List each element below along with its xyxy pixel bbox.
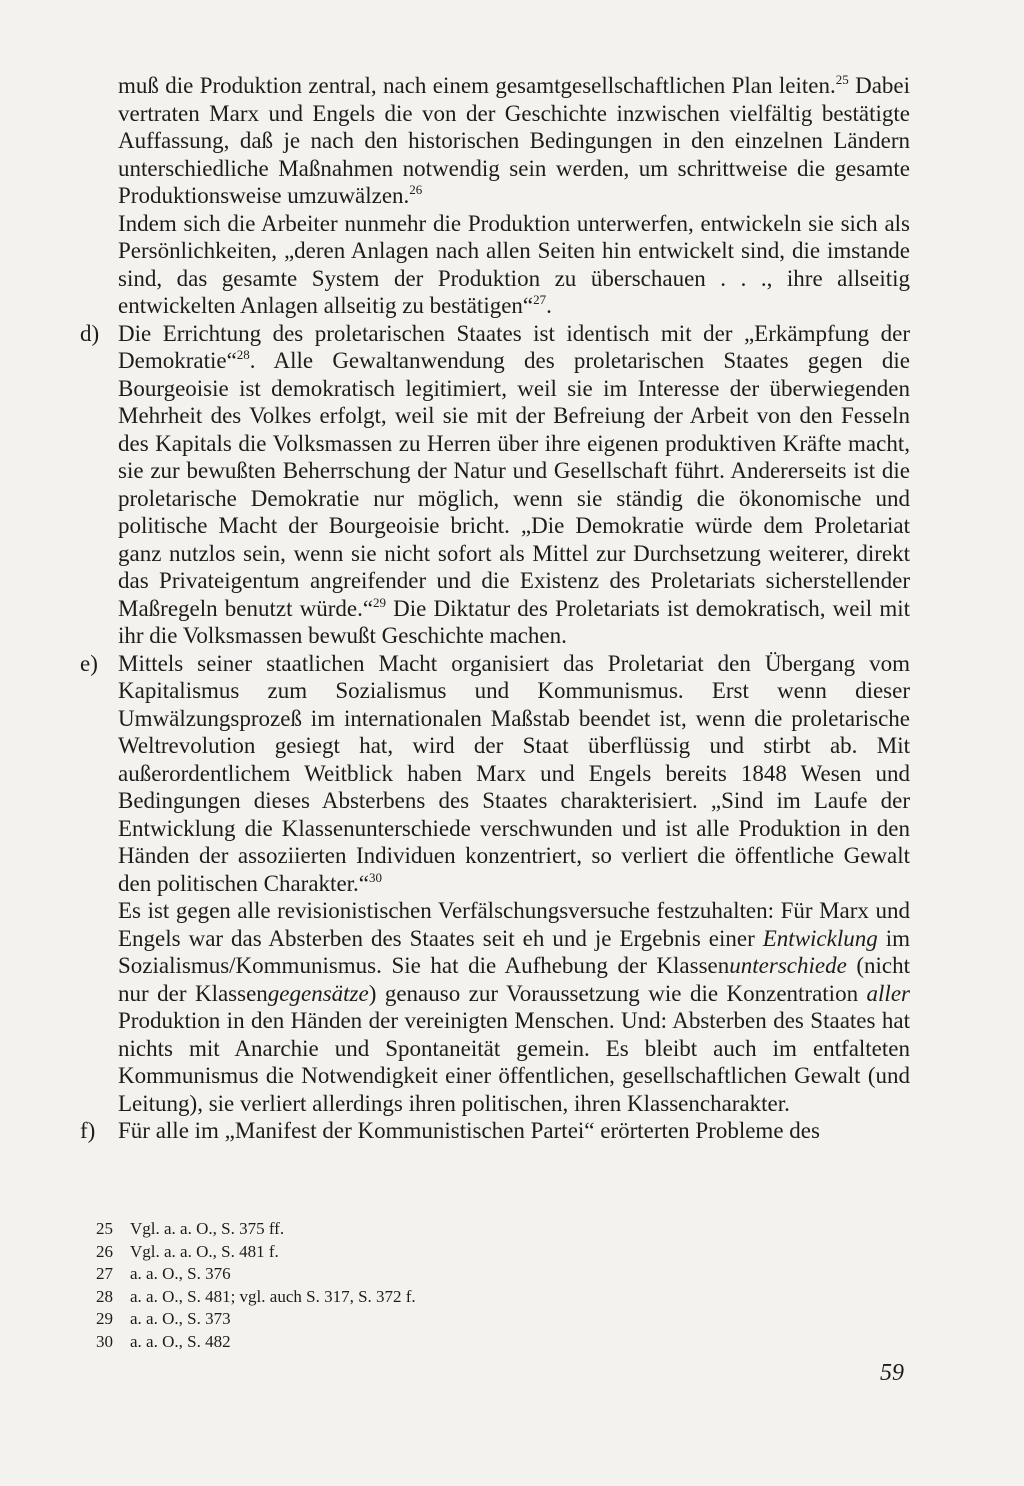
- footnote-25: 25 Vgl. a. a. O., S. 375 ff.: [96, 1219, 285, 1238]
- intro-block: [80, 72, 910, 320]
- footnote-ref-30: 30: [369, 869, 383, 885]
- footnote-ref-26: 26: [409, 182, 423, 197]
- paragraph-intro-1: muß die Produktion zentral, nach einem gesamtgesellschaftlichen Plan leiten.$^{25}$ Dabei vertraten Marx und Engels die von der Geschichte inzwischen vielfältig bestätigte Auffassung, daß je nach den historischen Bedingungen in den einzelnen Ländern unterschiedliche Maßnahmen notwendig sein werden, um schrittweise die gesamte Produktionsweise umzuwälzen.$^{26}$: [118, 72, 911, 208]
- footnote-28: 28 a. a. O., S. 481; vgl. auch S. 317, S. 372 f.: [96, 1286, 416, 1306]
- paragraph-d: Die Errichtung des proletarischen Staates ist identisch mit der „Erkämpfung der Demokratie“$^{28}$. Alle Gewaltanwendung des proletarischen Staates gegen die Bourgeoisie ist demokratisch legitimiert, weil sie im Interesse der überwiegenden Mehrheit des Volkes erfolgt, weil sie mit der Befreiung der Arbeit von den Fesseln des Kapitals die Volksmassen zu Herren über ihre eigenen produktiven Kräfte macht, sie zur bewußten Beherrschung der Natur und Gesellschaft führt. Andererseits ist die proletarische Demokratie nur möglich, wenn sie ständig die ökonomische und politische Macht der Bourgeoisie bricht. „Die Demokratie würde dem Proletariat ganz nutzlos sein, wenn sie nicht sofort als Mittel zur Durchsetzung weiterer, direkt das Privateigentum angreifender und die Existenz des Proletariats sicherstellender Maßregeln benutzt würde.“$^{29}$ Die Diktatur des Proletariats ist demokratisch, weil mit ihr die Volksmassen bewußt Geschichte machen.: [118, 320, 910, 648]
- item-label-d: d): [80, 320, 100, 346]
- footnote-ref-28: 28: [236, 347, 250, 362]
- item-label-e: e): [80, 650, 98, 676]
- list-item-f: [80, 1117, 910, 1145]
- list-item-e: [80, 650, 910, 1118]
- footnote-ref-25: 25: [835, 72, 849, 87]
- body-text: [80, 72, 910, 1145]
- footnote-29: 29 a. a. O., S. 373: [96, 1309, 231, 1328]
- paragraph-e-2: Es ist gegen alle revisionistischen Verfälschungsversuche festzuhalten: Für Marx und Engels war das Absterben des Staates seit eh und je Ergebnis einer Entwicklung im Sozialismus/Kommunismus. Sie hat die Aufhebung der Klassenunterschiede (nicht nur der Klassengegensätze) genauso zur Voraussetzung wie die Konzentration aller Produktion in den Händen der vereinigten Menschen. Und: Absterben des Staates hat nichts mit Anarchie und Spontaneität gemein. Es bleibt auch im entfalteten Kommunismus die Notwendigkeit einer öffentlichen, gesellschaftlichen Gewalt (und Leitung), sie verliert allerdings ihren politischen, ihren Klassencharakter.: [118, 898, 911, 1116]
- paragraph-e-1: Mittels seiner staatlichen Macht organisiert das Proletariat den Übergang vom Kapitalismus zum Sozialismus und Kommunismus. Erst wenn dieser Umwälzungsprozeß im internationalen Maßstab beendet ist, wenn die proletarische Weltrevolution gesiegt hat, wird der Staat überflüssig und stirbt ab. Mit außerordentlichem Weitblick haben Marx und Engels bereits 1848 Wesen und Bedingungen dieses Absterbens des Staates charakterisiert. „Sind im Laufe der Entwicklung die Klassenunterschiede verschwunden und ist alle Produktion in den Händen der assoziierten Individuen konzentriert, so verliert die öffentliche Gewalt den politischen Charakter.“$^{30}$: [118, 650, 910, 896]
- paragraph-f: Für alle im „Manifest der Kommunistischen Partei“ erörterten Probleme des: [118, 1118, 820, 1143]
- item-label-f: f): [80, 1118, 96, 1143]
- footnote-ref-27: 27: [533, 292, 547, 307]
- footnote-26: 26 Vgl. a. a. O., S. 481 f.: [96, 1241, 279, 1261]
- footnote-27: 27 a. a. O., S. 376: [96, 1264, 231, 1283]
- footnotes: [96, 1218, 696, 1353]
- paragraph-intro-3: Indem sich die Arbeiter nunmehr die Produktion unterwerfen, entwickeln sie sich als Persönlichkeiten, „deren Anlagen nach allen Seiten hin entwickelt sind, die imstande sind, das gesamte System der Produktion zu überschauen . . ., ihre allseitig entwickelten Anlagen allseitig zu bestätigen“$^{27}$.: [118, 210, 910, 318]
- list-item-d: [80, 320, 910, 650]
- footnote-30: 30 a. a. O., S. 482: [96, 1331, 231, 1351]
- page-number: 59: [880, 1360, 904, 1386]
- footnote-ref-29: 29: [373, 594, 387, 610]
